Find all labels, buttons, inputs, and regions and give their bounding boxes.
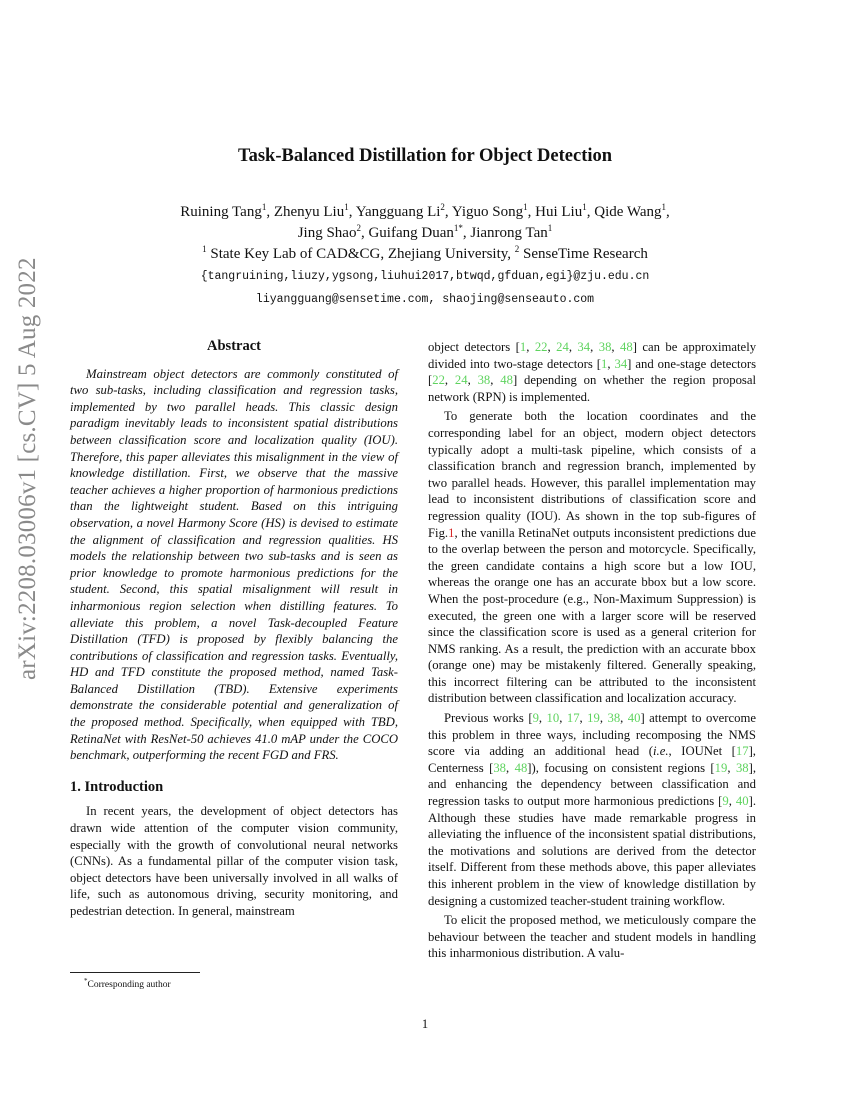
author-name: Ruining Tang [180,204,262,220]
citation-link[interactable]: 22 [432,373,445,388]
author-name: Yiguo Song [451,204,524,220]
citation-link[interactable]: 38 [607,711,621,726]
footnote-mark: * [84,977,88,985]
author-name: Guifang Duan [368,225,454,241]
citation-link[interactable]: 17 [735,744,749,759]
affiliation-1: State Key Lab of CAD&CG, Zhejiang University, [210,246,512,262]
left-column [70,338,398,920]
citation-link[interactable]: 48 [500,373,513,388]
author-affiliation-mark: 1* [453,223,463,233]
abstract-text: Mainstream object detectors are commonly constituted of two sub-tasks, including classification and regression tasks, implemented by two parallel heads. This classic design paradigm inevitably leads to inconsistent spatial distributions between classification score and localization quality (IOU). Therefore, this paper alleviates this misalignment in the view of knowledge distillation. First, we observe that the massive teacher achieves a higher proportion of harmonious predictions than the lightweight student. Based on this intriguing observation, a novel Harmony Score (HS) is devised to estimate the alignment of classification and regression qualities. HS models the relationship between two sub-tasks and is seen as prior knowledge to promote harmonious predictions for the student. Second, this spatial misalignment will result in inharmonious region selection when distilling features. To alleviate this problem, a novel Task-decoupled Feature Distillation (TFD) is proposed by flexibly balancing the contributions of classification and regression tasks. Eventually, HD and TFD constitute the proposed method, named Task-Balanced Distillation (TBD). Extensive experiments demonstrate the considerable potential and generalization of the proposed method. Specifically, when equipped with TBD, RetinaNet with ResNet-50 achieves 41.0 mAP under the COCO benchmark, outperforming the recent FGD and FRS. [70,366,398,763]
intro-paragraph-1-continued [428,339,756,405]
text-run: ] can be approximately divided into two-stage detectors [ [428,340,757,371]
citation-group: 1, 22, 24, 34, 38, 48 [519,340,633,354]
text-run: , IOUNet [ [668,744,736,759]
author-affiliation-mark: 2 [440,202,445,212]
text-run: Previous works [ [444,711,533,726]
introduction-heading: 1. Introduction [70,778,164,795]
author-name: Zhenyu Liu [273,204,345,220]
citation-link[interactable]: 17 [566,711,580,726]
citation-group: 9, 10, 17, 19, 38, 40 [532,711,641,726]
author-name: Jing Shao [297,225,357,241]
right-column [428,339,756,962]
citation-link[interactable]: 1 [601,356,608,371]
arxiv-identifier-stamp: arXiv:2208.03006v1 [cs.CV] 5 Aug 2022 [14,257,41,680]
citation-link[interactable]: 19 [714,760,728,775]
affiliations [0,244,850,265]
text-run: ]. Although these studies have made remarkable progress in alleviating the influence of the inconsistent spatial distributions, the motivations and solutions are derived from the detector itself. Different from these methods above, this paper alleviates this inherent problem in the view of knowledge distillation by designing a customized teacher-student training workflow. [428,794,756,908]
citation-link[interactable]: 34 [614,356,628,371]
citation-link[interactable]: 10 [546,711,560,726]
text-run: ] attempt to overcome this problem in three ways, including recomposing the NMS score via adding an additional head ( [428,711,756,759]
figure-1-link[interactable]: 1 [448,525,455,540]
footnote [84,977,171,990]
intro-paragraph-1: In recent years, the development of object detectors has drawn wide attention of the computer vision community, especially with the growth of convolutional neural networks (CNNs). As a fundamental pillar of the computer vision task, object detectors have been universally involved in all walks of life, such as autonomous driving, security monitoring, and pedestrian detection. In general, mainstream [70,804,398,918]
author-affiliation-mark: 1 [344,202,349,212]
citation-group: 38, 48 [493,760,528,775]
author-name: Yangguang Li [355,204,441,220]
text-run: ] and one-stage detectors [ [428,356,757,388]
citation-link[interactable]: 24 [556,340,569,354]
text-run: ]), focusing on consistent regions [ [527,760,715,775]
author-affiliation-mark: 1 [661,202,666,212]
citation-link[interactable]: 40 [735,794,749,809]
citation-link[interactable]: 38 [493,760,506,775]
author-line-1: Ruining Tang$^1$, Zhenyu Liu$^1$, Yangguang Li$^2$, Yiguo Song$^1$, Hui Liu$^1$, Qide Wang$^1$, [180,202,670,220]
affiliation-mark-2: 2 [514,244,520,254]
author-block [0,202,850,311]
citation-group: 19, 38 [714,760,749,775]
citation-group: 22, 24, 38, 48 [432,373,513,388]
text-run: ], Centerness [ [428,744,756,775]
citation-link[interactable]: 48 [514,760,528,775]
citation-link[interactable]: 38 [477,373,491,388]
text-run: ] depending on whether the region proposal network (RPN) is implemented. [428,373,757,404]
affiliation-2: SenseTime Research [523,246,648,262]
author-affiliation-mark: 1 [261,202,267,212]
citation-link[interactable]: 34 [577,340,591,354]
author-name: Qide Wang [594,204,662,220]
citation-group: 9, 40 [722,794,749,809]
affiliation-mark-1: 1 [202,244,207,254]
author-name: Jianrong Tan [470,225,548,241]
text-run: i.e. [653,744,669,759]
footnote-divider [70,972,200,973]
author-name: Hui Liu [535,204,583,220]
citation-link[interactable]: 9 [722,794,729,809]
page-number: 1 [421,1017,429,1031]
text-run: To generate both the location coordinates and the corresponding label for an object, modern object detectors typically adopt a multi-task pipeline, which consists of a classification branch and regression branch, implemented by two parallel heads. However, this parallel implementation may lead to inconsistent distributions of classification score and regression quality (IOU). As shown in the top sub-figures of Fig. [428,409,756,540]
citation-link[interactable]: 9 [532,711,539,726]
text-run: , the vanilla RetinaNet outputs inconsistent predictions due to the overlap between the person and motorcycle. Specifically, the green candidate contains a high score but a low IOU, whereas the orange one has an accurate bbox but a low score. When the post-procedure (e.g., Non-Maximum Suppression) is executed, the green one with a larger score will be reserved since the classification score is used as a general criterion for NMS ranking. As a result, the prediction with an accurate bbox (orange one) may be mistakenly filtered. Generally speaking, this incorrect filtering can be attributed to the inconsistent distribution between classification and localization accuracy. [428,525,756,706]
citation-link[interactable]: 38 [598,340,612,354]
author-affiliation-mark: 1 [547,223,553,233]
email-line-2: liyangguang@sensetime.com, shaojing@senseauto.com [255,293,595,306]
email-line-1: {tangruining,liuzy,ygsong,liuhui2017,btwqd,gfduan,egi}@zju.edu.cn [200,270,650,283]
paper-title: Task-Balanced Distillation for Object Detection [237,146,613,166]
citation-link[interactable]: 22 [534,340,548,354]
intro-paragraph-3 [428,710,756,909]
intro-paragraph-4: To elicit the proposed method, we meticulously compare the behaviour between the teacher and student models in handling this inharmonious distribution. A valu- [428,913,756,961]
intro-paragraph-2 [428,408,756,707]
author-affiliation-mark: 2 [356,223,361,233]
citation-link[interactable]: 19 [587,711,600,726]
citation-link[interactable]: 38 [735,760,749,775]
author-affiliation-mark: 1 [523,202,528,212]
citation-link[interactable]: 48 [620,340,633,354]
text-run: object detectors [ [428,340,520,354]
citation-link[interactable]: 24 [454,373,468,388]
citation-link[interactable]: 1 [519,340,527,354]
text-run: ], and enhancing the dependency between classification and regression tasks to output more harmonious predictions [ [428,760,757,809]
author-affiliation-mark: 1 [582,202,587,212]
author-line-2: Jing Shao$^2$, Guifang Duan$^{1*}$, Jianrong Tan$^1$ [297,223,553,241]
citation-link[interactable]: 40 [627,711,641,726]
abstract-heading: Abstract [207,338,261,354]
footnote-text: Corresponding author [87,980,171,991]
citation-group: 1, 34 [601,356,628,371]
citation-group [736,744,749,758]
